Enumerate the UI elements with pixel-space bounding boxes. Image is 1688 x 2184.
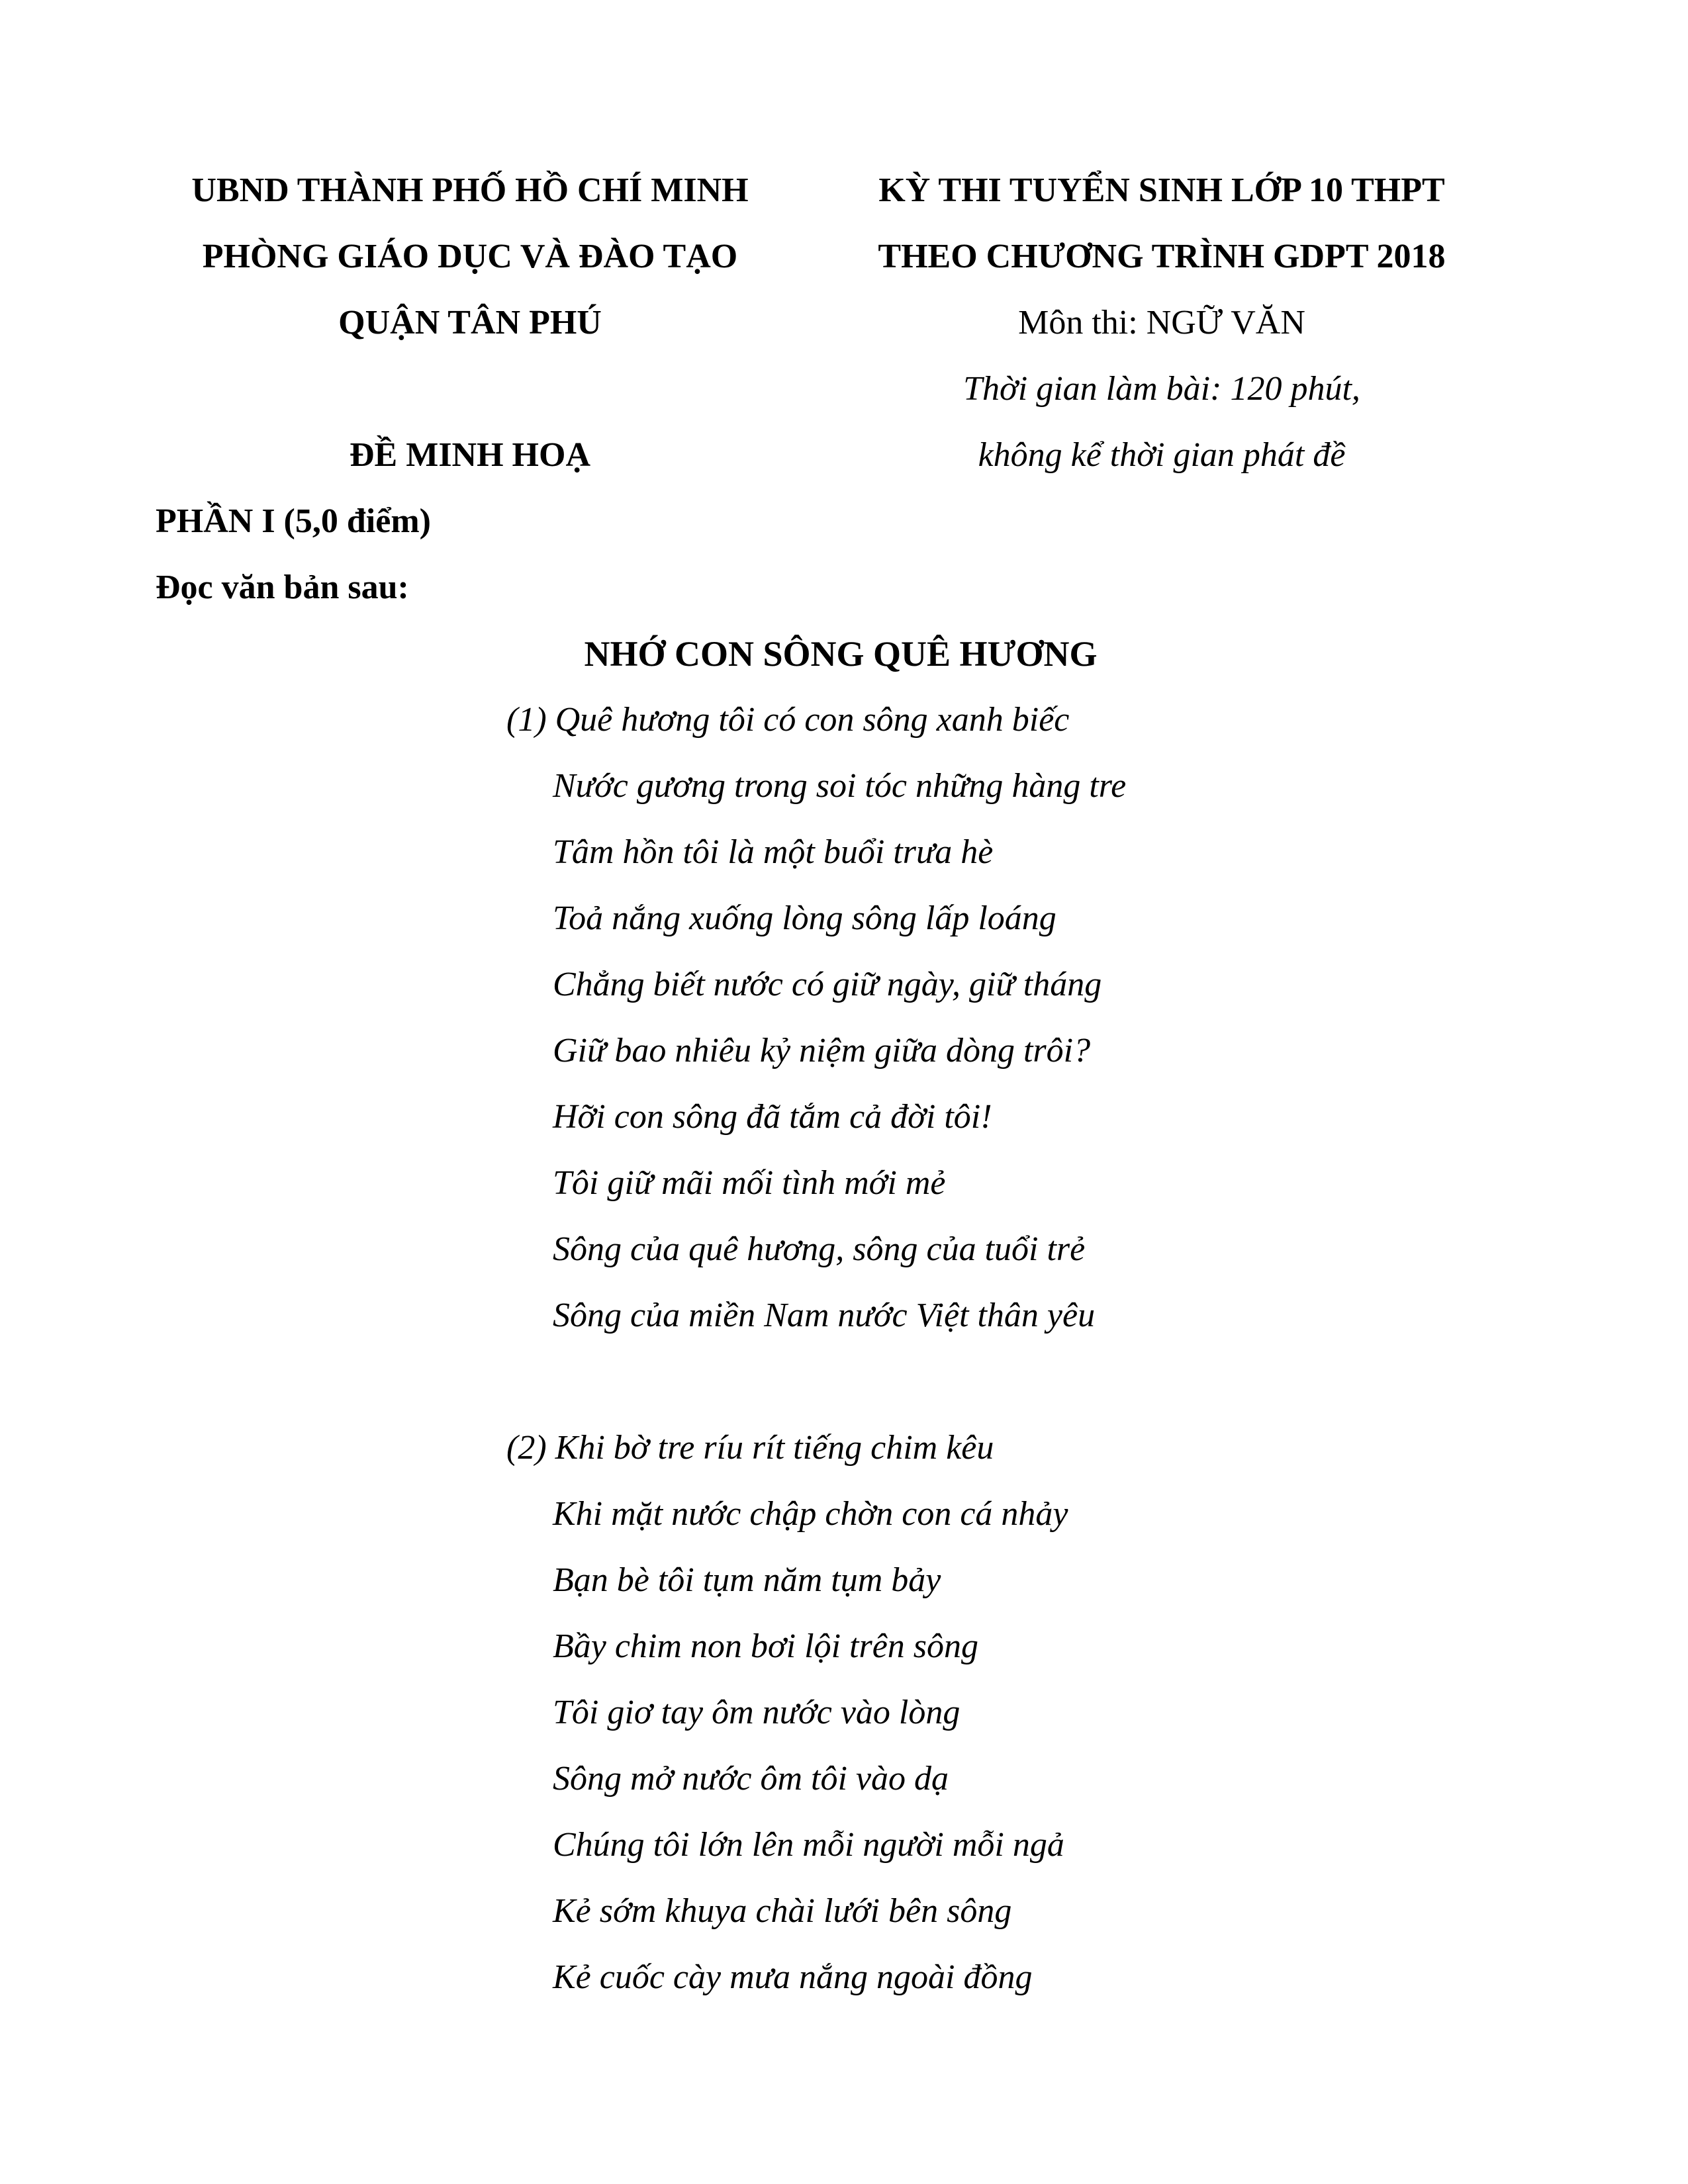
poem-line: Tôi giơ tay ôm nước vào lòng	[553, 1694, 961, 1731]
poem-line: Sông mở nước ôm tôi vào dạ	[553, 1760, 949, 1797]
poem-line: Sông của quê hương, sông của tuổi trẻ	[553, 1230, 1086, 1268]
poem-line: Tôi giữ mãi mối tình mới mẻ	[553, 1164, 946, 1202]
poem-line: Khi mặt nước chập chờn con cá nhảy	[553, 1495, 1068, 1533]
poem-line: Kẻ cuốc cày mưa nắng ngoài đồng	[553, 1958, 1033, 1996]
poem-title: NHỚ CON SÔNG QUÊ HƯƠNG	[584, 634, 1098, 674]
authority-line-2: PHÒNG GIÁO DỤC VÀ ĐÀO TẠO	[202, 238, 738, 275]
exam-label: ĐỀ MINH HOẠ	[350, 436, 590, 474]
exam-subject: Môn thi: NGỮ VĂN	[1018, 304, 1305, 341]
poem-stanza-1	[506, 687, 1126, 1349]
poem-line: Chúng tôi lớn lên mỗi người mỗi ngả	[553, 1826, 1064, 1864]
exam-time: Thời gian làm bài: 120 phút,	[963, 370, 1360, 408]
poem-line: Bầy chim non bơi lội trên sông	[553, 1627, 979, 1665]
poem-line: (1) Quê hương tôi có con sông xanh biếc	[506, 701, 1070, 739]
exam-name-line-1: KỲ THI TUYỂN SINH LỚP 10 THPT	[878, 171, 1445, 209]
exam-name-line-2: THEO CHƯƠNG TRÌNH GDPT 2018	[878, 238, 1446, 275]
poem-line: Kẻ sớm khuya chài lưới bên sông	[553, 1892, 1012, 1930]
poem-line: Bạn bè tôi tụm năm tụm bảy	[553, 1561, 941, 1599]
poem-line: Nước gương trong soi tóc những hàng tre	[553, 767, 1127, 805]
poem-line: Giữ bao nhiêu kỷ niệm giữa dòng trôi?	[553, 1032, 1091, 1069]
issuing-authority	[139, 158, 801, 356]
part-heading: PHẦN I (5,0 điểm)	[156, 502, 431, 540]
exam-time-note: không kể thời gian phát đề	[978, 436, 1346, 474]
poem-line: Tâm hồn tôi là một buổi trưa hè	[553, 833, 994, 871]
poem-line: Chẳng biết nước có giữ ngày, giữ tháng	[553, 966, 1102, 1003]
poem-line: Sông của miền Nam nước Việt thân yêu	[553, 1297, 1096, 1334]
poem-line: Hỡi con sông đã tắm cả đời tôi!	[553, 1098, 992, 1136]
authority-line-1: UBND THÀNH PHỐ HỒ CHÍ MINH	[191, 171, 749, 209]
poem-line: (2) Khi bờ tre ríu rít tiếng chim kêu	[506, 1429, 994, 1467]
poem-stanza-2	[506, 1415, 1068, 2011]
exam-info	[831, 158, 1493, 488]
poem-line: Toả nắng xuống lòng sông lấp loáng	[553, 899, 1056, 937]
authority-line-3: QUẬN TÂN PHÚ	[338, 304, 602, 341]
reading-instruction: Đọc văn bản sau:	[156, 569, 409, 606]
